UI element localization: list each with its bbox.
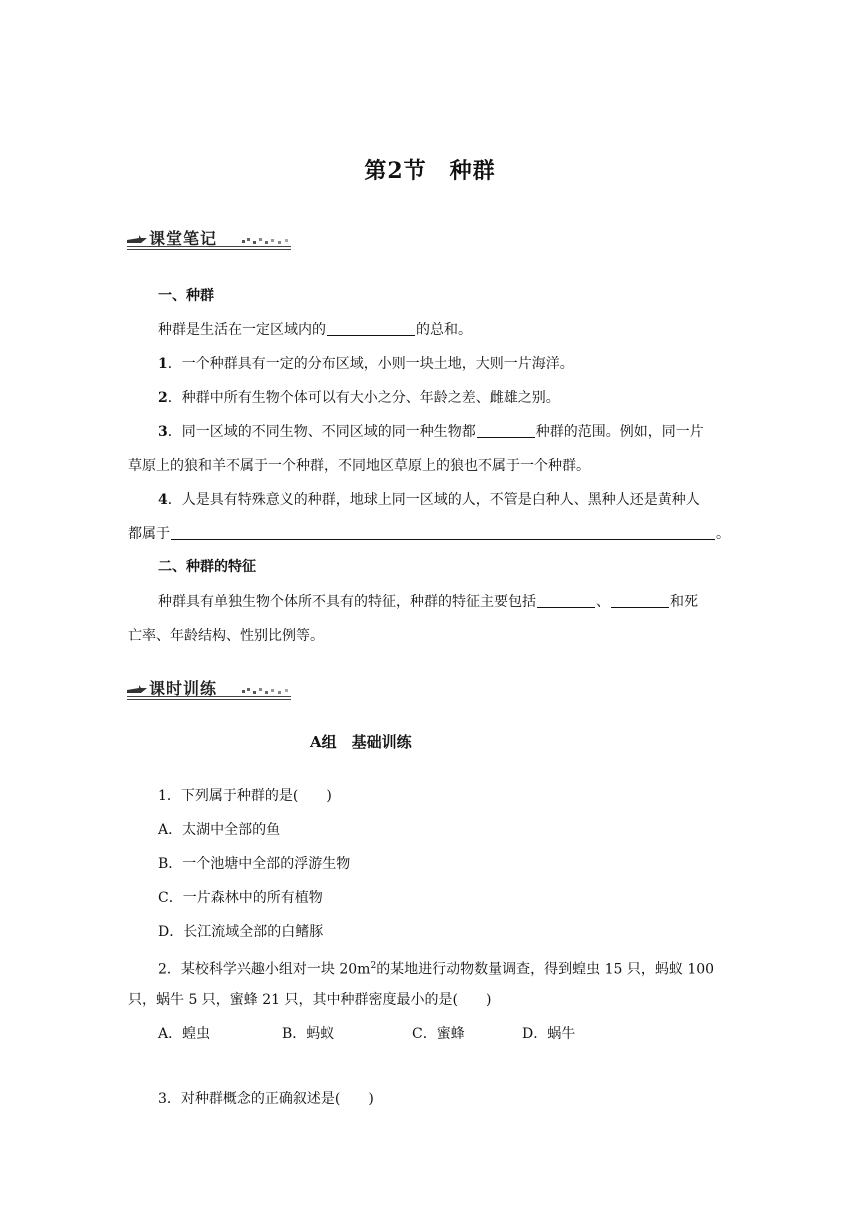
characteristics-line-2: 亡率、年龄结构、性别比例等。 xyxy=(128,628,324,644)
text: 。 xyxy=(716,526,730,542)
question-2-option-c: C．蜜蜂 xyxy=(412,1026,465,1042)
text: 种群的范围。例如，同一片 xyxy=(535,424,704,440)
item-number: 4 xyxy=(158,492,168,508)
text: 种群是生活在一定区域内的 xyxy=(158,322,326,338)
point-4-line-1 xyxy=(158,490,700,510)
question-1-option-d: D．长江流域全部的白鳍豚 xyxy=(158,924,324,940)
text: 的总和。 xyxy=(416,322,472,338)
question-3: 3．对种群概念的正确叙述是( ) xyxy=(158,1091,374,1107)
fill-in-blank xyxy=(537,593,595,608)
point-1 xyxy=(158,354,574,374)
fill-in-blank xyxy=(171,525,715,540)
text: 和死 xyxy=(670,594,698,610)
text: ．一个种群具有一定的分布区域，小则一块土地，大则一片海洋。 xyxy=(167,356,574,372)
section-heading-population: 一、种群 xyxy=(158,288,214,304)
characteristics-line-1 xyxy=(158,592,698,612)
point-3-line-2: 草原上的狼和羊不属于一个种群，不同地区草原上的狼也不属于一个种群。 xyxy=(128,458,590,474)
text: ．同一区域的不同生物、不同区域的同一种生物都 xyxy=(167,424,476,440)
text: 、 xyxy=(596,594,610,610)
group-title: A组 基础训练 xyxy=(310,733,412,751)
question-2-option-a: A．蝗虫 xyxy=(158,1026,211,1042)
question-2-option-d: D．蜗牛 xyxy=(522,1026,576,1042)
dots-decoration-icon xyxy=(242,686,292,696)
question-1-option-b: B．一个池塘中全部的浮游生物 xyxy=(158,856,351,872)
arrow-icon xyxy=(127,235,147,243)
section-banner-class-notes xyxy=(127,222,291,252)
question-1: 1．下列属于种群的是( ) xyxy=(158,788,332,804)
dots-decoration-icon xyxy=(242,236,292,246)
item-number: 2 xyxy=(158,390,168,406)
section-banner-lesson-training xyxy=(127,672,291,702)
text: 都属于 xyxy=(128,526,170,542)
point-2 xyxy=(158,388,560,408)
banner-label: 课时训练 xyxy=(149,679,218,698)
question-1-option-c: C．一片森林中的所有植物 xyxy=(158,890,323,906)
question-2-line-1 xyxy=(158,956,714,980)
item-number: 1 xyxy=(158,356,168,372)
text: 种群具有单独生物个体所不具有的特征，种群的特征主要包括 xyxy=(158,594,536,610)
page-title: 第2节 种群 xyxy=(364,158,496,184)
item-number: 3 xyxy=(158,424,168,440)
fill-in-blank xyxy=(477,423,535,438)
text: ．人是具有特殊意义的种群，地球上同一区域的人，不管是白种人、黑种人还是黄种人 xyxy=(167,492,700,508)
text: 的某地进行动物数量调查，得到蝗虫 15 只，蚂蚁 100 xyxy=(376,961,715,978)
text: ．种群中所有生物个体可以有大小之分、年龄之差、雌雄之别。 xyxy=(167,390,560,406)
fill-in-blank xyxy=(611,593,669,608)
fill-in-blank xyxy=(327,321,415,336)
question-1-option-a: A．太湖中全部的鱼 xyxy=(158,822,281,838)
definition-line xyxy=(158,320,472,340)
point-4-line-2 xyxy=(128,524,730,544)
superscript: 2 xyxy=(370,961,377,971)
section-heading-characteristics: 二、种群的特征 xyxy=(158,559,256,575)
question-2-line-2: 只，蜗牛 5 只，蜜蜂 21 只，其中种群密度最小的是( ) xyxy=(128,992,492,1008)
question-2-option-b: B．蚂蚁 xyxy=(282,1026,335,1042)
point-3-line-1 xyxy=(158,422,704,442)
arrow-icon xyxy=(127,685,147,693)
banner-label: 课堂笔记 xyxy=(149,229,218,248)
text: 2．某校科学兴趣小组对一块 20m xyxy=(158,961,371,978)
